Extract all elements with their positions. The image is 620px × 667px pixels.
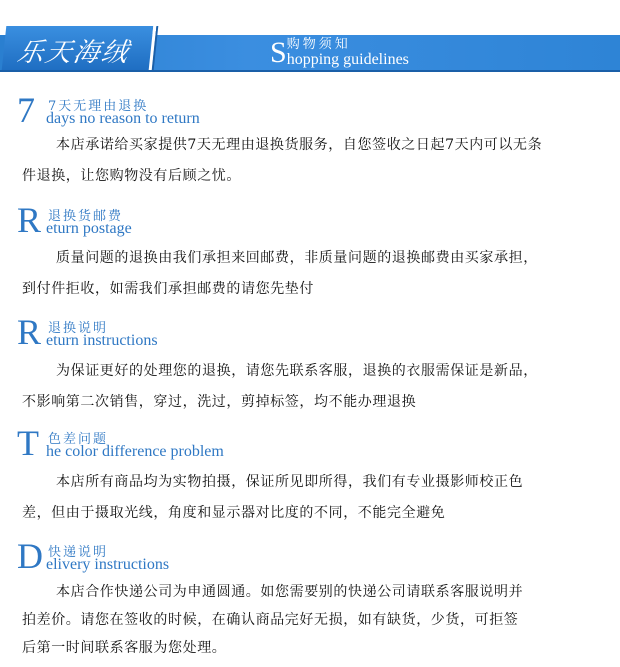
section-body <box>22 130 604 192</box>
heading-chinese: 色差问题 <box>48 432 109 447</box>
heading-initial: 7 <box>17 90 35 130</box>
section-body <box>22 578 604 662</box>
body-line: 件退换，让您购物没有后顾之忧。 <box>22 168 241 184</box>
body-line: 差，但由于摄取光线，角度和显示器对比度的不同，不能完全避免 <box>22 505 446 521</box>
section-seven-day-return <box>0 90 620 184</box>
heading-chinese: 退换货邮费 <box>48 209 124 224</box>
section-body <box>22 243 604 305</box>
body-line: 质量问题的退换由我们承担来回邮费，非质量问题的退换邮费由买家承担， <box>56 250 538 266</box>
title-initial: S <box>270 36 287 69</box>
body-line: 本店合作快递公司为申通圆通。如您需要别的快递公司请联系客服说明并 <box>56 584 524 600</box>
section-color-difference <box>0 423 620 521</box>
body-line: 不影响第二次销售，穿过，洗过，剪掉标签，均不能办理退换 <box>22 394 417 410</box>
heading-english: eturn instructions <box>46 332 158 349</box>
heading-initial: T <box>17 423 39 463</box>
section-return-instructions <box>0 312 620 410</box>
section-body <box>22 356 604 418</box>
header-banner <box>0 0 620 80</box>
section-delivery-instructions <box>0 536 620 656</box>
heading-english: eturn postage <box>46 220 132 237</box>
body-line: 拍差价。请您在签收的时候，在确认商品完好无损，如有缺货，少货，可拒签 <box>22 612 519 628</box>
heading-english: days no reason to return <box>46 110 200 127</box>
heading-english: elivery instructions <box>46 556 170 573</box>
body-line: 后第一时间联系客服为您处理。 <box>22 640 227 656</box>
heading-chinese: 快递说明 <box>48 545 109 560</box>
body-line: 本店承诺给买家提供7天无理由退换货服务，自您签收之日起7天内可以无条 <box>56 137 543 153</box>
section-heading <box>0 423 620 463</box>
body-line: 为保证更好的处理您的退换，请您先联系客服，退换的衣服需保证是新品， <box>56 363 538 379</box>
heading-initial: R <box>17 200 42 240</box>
store-logo: 乐天海绒 <box>14 38 133 68</box>
page-title <box>270 38 409 68</box>
section-body <box>22 467 604 529</box>
heading-chinese: 7天无理由退换 <box>48 99 149 114</box>
section-heading <box>0 536 620 576</box>
body-line: 本店所有商品均为实物拍摄，保证所见即所得，我们有专业摄影师校正色 <box>56 474 524 490</box>
section-heading <box>0 90 620 130</box>
section-heading <box>0 200 620 240</box>
title-chinese: 购物须知 <box>286 37 351 52</box>
body-line: 到付件拒收，如需我们承担邮费的请您先垫付 <box>22 281 314 297</box>
heading-initial: R <box>17 312 42 352</box>
section-heading <box>0 312 620 352</box>
heading-initial: D <box>17 536 43 576</box>
title-english: hopping guidelines <box>286 51 409 68</box>
heading-chinese: 退换说明 <box>48 321 109 336</box>
heading-english: he color difference problem <box>46 443 224 460</box>
section-return-postage <box>0 200 620 297</box>
